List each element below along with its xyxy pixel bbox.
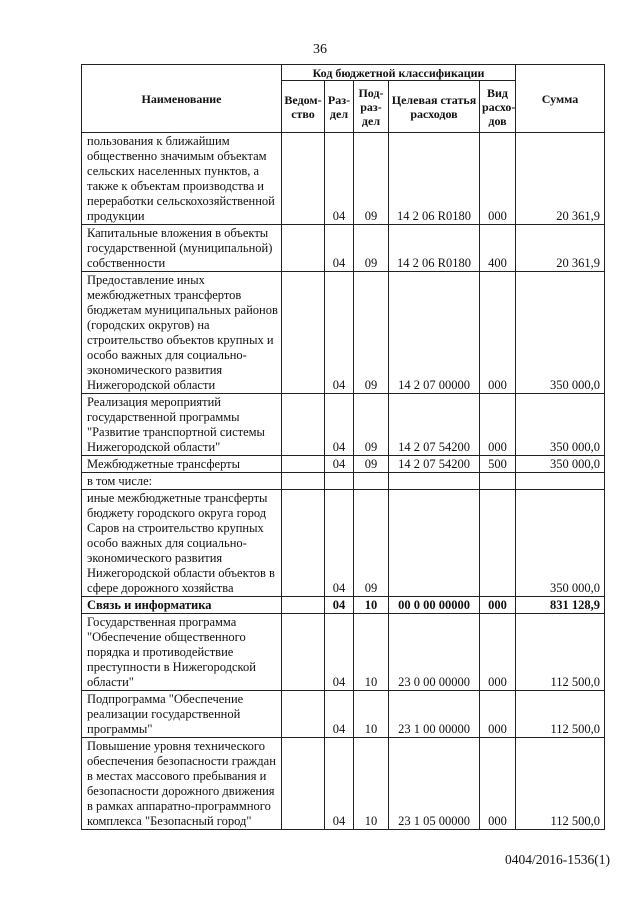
cell-target-item: 23 1 05 00000 xyxy=(389,738,480,830)
cell-sum: 20 361,9 xyxy=(516,133,605,225)
table-body xyxy=(82,133,605,830)
cell-expense-type: 000 xyxy=(480,597,516,614)
cell-subsection xyxy=(354,473,389,490)
cell-sum: 112 500,0 xyxy=(516,614,605,691)
cell-department xyxy=(282,133,325,225)
table-row xyxy=(82,614,605,691)
cell-department xyxy=(282,394,325,456)
cell-department xyxy=(282,490,325,597)
cell-target-item: 14 2 07 54200 xyxy=(389,456,480,473)
cell-target-item: 14 2 06 R0180 xyxy=(389,133,480,225)
cell-section: 04 xyxy=(325,456,354,473)
cell-sum: 831 128,9 xyxy=(516,597,605,614)
cell-department xyxy=(282,473,325,490)
cell-name: Капитальные вложения в объекты государственной (муниципальной) собственности xyxy=(82,225,282,272)
cell-sum: 350 000,0 xyxy=(516,456,605,473)
table-header xyxy=(82,65,605,133)
cell-target-item xyxy=(389,473,480,490)
cell-sum xyxy=(516,473,605,490)
cell-name: Государственная программа "Обеспечение общественного порядка и противодействие преступности в Нижегородской области" xyxy=(82,614,282,691)
cell-expense-type: 500 xyxy=(480,456,516,473)
cell-subsection: 09 xyxy=(354,133,389,225)
header-section: Раз-дел xyxy=(325,81,354,133)
cell-target-item: 14 2 07 54200 xyxy=(389,394,480,456)
table-row xyxy=(82,456,605,473)
cell-department xyxy=(282,614,325,691)
cell-section: 04 xyxy=(325,597,354,614)
cell-sum: 350 000,0 xyxy=(516,490,605,597)
cell-expense-type: 000 xyxy=(480,272,516,394)
cell-expense-type: 000 xyxy=(480,738,516,830)
cell-section: 04 xyxy=(325,691,354,738)
cell-section: 04 xyxy=(325,614,354,691)
table-row xyxy=(82,272,605,394)
cell-section: 04 xyxy=(325,394,354,456)
cell-section: 04 xyxy=(325,738,354,830)
cell-expense-type: 000 xyxy=(480,691,516,738)
cell-subsection: 09 xyxy=(354,272,389,394)
cell-department xyxy=(282,597,325,614)
header-department: Ведом-ство xyxy=(282,81,325,133)
cell-name: пользования к ближайшим общественно значимым объектам сельских населенных пунктов, а также к объектам производства и переработки сельскохозяйственной продукции xyxy=(82,133,282,225)
cell-subsection: 10 xyxy=(354,614,389,691)
cell-subsection: 09 xyxy=(354,394,389,456)
cell-section xyxy=(325,473,354,490)
table-row xyxy=(82,597,605,614)
cell-subsection: 09 xyxy=(354,456,389,473)
cell-subsection: 10 xyxy=(354,691,389,738)
cell-section: 04 xyxy=(325,133,354,225)
cell-target-item: 14 2 07 00000 xyxy=(389,272,480,394)
cell-sum: 20 361,9 xyxy=(516,225,605,272)
cell-target-item: 23 1 00 00000 xyxy=(389,691,480,738)
cell-sum: 112 500,0 xyxy=(516,738,605,830)
document-code: 0404/2016-1536(1) xyxy=(505,852,610,867)
cell-section: 04 xyxy=(325,272,354,394)
header-subsection: Под-раз-дел xyxy=(354,81,389,133)
table-row xyxy=(82,738,605,830)
budget-table xyxy=(81,64,605,830)
table-row xyxy=(82,394,605,456)
cell-name: Связь и информатика xyxy=(82,597,282,614)
table-row xyxy=(82,490,605,597)
cell-target-item: 14 2 06 R0180 xyxy=(389,225,480,272)
cell-name: Межбюджетные трансферты xyxy=(82,456,282,473)
cell-subsection: 10 xyxy=(354,597,389,614)
cell-department xyxy=(282,272,325,394)
header-sum: Сумма xyxy=(516,65,605,133)
cell-target-item xyxy=(389,490,480,597)
cell-name: Подпрограмма "Обеспечение реализации государственной программы" xyxy=(82,691,282,738)
cell-expense-type xyxy=(480,490,516,597)
cell-name: Реализация мероприятий государственной программы "Развитие транспортной системы Нижегородской области" xyxy=(82,394,282,456)
cell-sum: 350 000,0 xyxy=(516,272,605,394)
cell-expense-type xyxy=(480,473,516,490)
page-number: 36 xyxy=(313,42,327,57)
cell-expense-type: 400 xyxy=(480,225,516,272)
cell-department xyxy=(282,738,325,830)
header-target-item: Целевая статья расходов xyxy=(389,81,480,133)
cell-department xyxy=(282,691,325,738)
cell-subsection: 10 xyxy=(354,738,389,830)
cell-section: 04 xyxy=(325,225,354,272)
cell-section: 04 xyxy=(325,490,354,597)
cell-name: Повышение уровня технического обеспечения безопасности граждан в местах массового пребывания и безопасности дорожного движения в рамках аппаратно-программного комплекса "Безопасный город" xyxy=(82,738,282,830)
cell-sum: 350 000,0 xyxy=(516,394,605,456)
cell-target-item: 23 0 00 00000 xyxy=(389,614,480,691)
cell-expense-type: 000 xyxy=(480,133,516,225)
cell-name: Предоставление иных межбюджетных трансфертов бюджетам муниципальных районов (городских округов) на строительство объектов крупных и особо важных для социально-экономического развития Нижегородской области xyxy=(82,272,282,394)
cell-name: в том числе: xyxy=(82,473,282,490)
table-row xyxy=(82,225,605,272)
cell-subsection: 09 xyxy=(354,490,389,597)
table-row xyxy=(82,691,605,738)
header-name: Наименование xyxy=(82,65,282,133)
cell-expense-type: 000 xyxy=(480,394,516,456)
table-row xyxy=(82,133,605,225)
cell-sum: 112 500,0 xyxy=(516,691,605,738)
cell-name: иные межбюджетные трансферты бюджету городского округа город Саров на строительство крупных особо важных для социально-экономического развития Нижегородской области объектов в сфере дорожного хозяйства xyxy=(82,490,282,597)
cell-subsection: 09 xyxy=(354,225,389,272)
cell-expense-type: 000 xyxy=(480,614,516,691)
cell-department xyxy=(282,225,325,272)
cell-department xyxy=(282,456,325,473)
header-expense-type: Вид расхо-дов xyxy=(480,81,516,133)
cell-target-item: 00 0 00 00000 xyxy=(389,597,480,614)
table-row xyxy=(82,473,605,490)
header-classification-group: Код бюджетной классификации xyxy=(282,65,516,81)
